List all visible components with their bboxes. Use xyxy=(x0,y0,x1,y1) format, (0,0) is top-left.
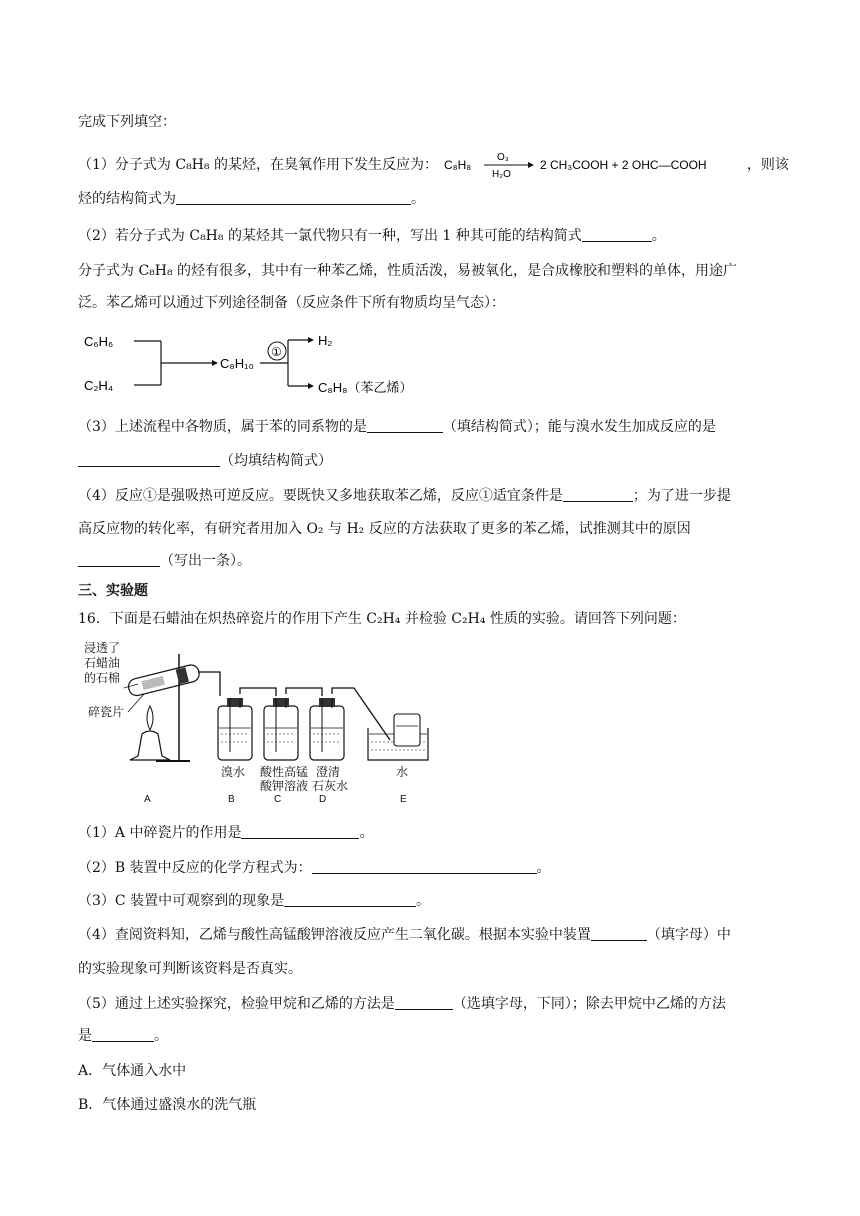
answer-blank-3b[interactable] xyxy=(78,452,220,467)
tube-b-c xyxy=(240,688,276,696)
label-water: 水 xyxy=(396,765,409,779)
label-letter-a: A xyxy=(144,794,151,805)
question-4-line3 xyxy=(78,552,251,570)
bottle-d xyxy=(310,698,344,760)
bottle-b xyxy=(218,698,252,760)
label-limewater-2: 石灰水 xyxy=(312,779,349,793)
label-letter-d: D xyxy=(319,794,327,805)
answer-blank-4a[interactable] xyxy=(563,487,633,502)
label-kmno4-2: 酸钾溶液 xyxy=(260,779,309,793)
flow-step-number: ① xyxy=(271,345,282,359)
question-4-line2: 高反应物的转化率，有研究者用加入 O₂ 与 H₂ 反应的方法获取了更多的苯乙烯，试推测其中的原因 xyxy=(78,521,691,537)
question-2 xyxy=(78,227,666,245)
answer-blank-e2[interactable] xyxy=(312,859,537,874)
pointer-soaked xyxy=(124,684,138,688)
flow-intermediate: C₈H₁₀ xyxy=(220,356,254,371)
question-1-suffix: ，则该 xyxy=(746,157,789,173)
question-3-text-a: （3）上述流程中各物质，属于苯的同系物的是 xyxy=(78,419,367,435)
question-2-end: 。 xyxy=(651,228,666,244)
experiment-question-2-end: 。 xyxy=(536,860,551,876)
label-bromine-water: 溴水 xyxy=(221,765,246,779)
eq-products: 2 CH₃COOH + 2 OHC—COOH xyxy=(540,158,707,172)
experiment-question-1-end: 。 xyxy=(359,825,374,841)
flow-arrowhead-1 xyxy=(212,360,218,366)
flow-reactant-benzene: C₆H₆ xyxy=(84,334,114,349)
experiment-question-2-text: （2）B 装置中反应的化学方程式为： xyxy=(78,860,312,876)
stopper-a xyxy=(176,667,189,684)
question-1-line1 xyxy=(78,150,789,180)
experiment-question-3-end: 。 xyxy=(416,893,431,909)
experiment-question-1 xyxy=(78,824,373,842)
experiment-question-3-text: （3）C 装置中可观察到的现象是 xyxy=(78,893,285,909)
tube-a-b xyxy=(198,672,220,696)
option-a[interactable]: A．气体通入水中 xyxy=(78,1063,187,1079)
section-heading: 三、实验题 xyxy=(78,583,148,599)
eq-condition-bottom: H₂O xyxy=(492,169,512,180)
synthesis-flow-diagram xyxy=(78,326,458,406)
eq-arrowhead xyxy=(528,162,534,168)
alcohol-lamp xyxy=(130,731,170,760)
question-2-text: （2）若分子式为 C₈H₈ 的某烃其一氯代物只有一种，写出 1 种其可能的结构简式 xyxy=(78,228,582,244)
flow-product-hydrogen: H₂ xyxy=(318,333,333,348)
question-4-text-c: （写出一条）。 xyxy=(160,553,251,569)
flow-product-styrene: C₈H₈（苯乙烯） xyxy=(318,380,413,395)
experiment-question-4-line1 xyxy=(78,926,731,944)
experiment-question-5-line2 xyxy=(78,1027,168,1045)
experiment-question-5-end: 。 xyxy=(154,1028,168,1044)
flow-arrowhead-3 xyxy=(308,383,314,389)
question-4-text-a: （4）反应①是强吸热可逆反应。要既快又多地获取苯乙烯，反应①适宜条件是 xyxy=(78,488,563,504)
label-porcelain-chips: 碎瓷片 xyxy=(88,705,125,719)
answer-blank-e3[interactable] xyxy=(284,892,416,907)
experiment-apparatus-diagram xyxy=(78,636,438,806)
bottle-c xyxy=(264,698,298,760)
experiment-question-2 xyxy=(78,859,551,877)
option-b[interactable]: B．气体通过盛溴水的洗气瓶 xyxy=(78,1097,257,1113)
question-1-prefix: （1）分子式为 C₈H₈ 的某烃，在臭氧作用下发生反应为： xyxy=(78,157,438,173)
question-3-text-b: （填结构简式）；能与溴水发生加成反应的是 xyxy=(442,419,716,435)
experiment-question-1-text: （1）A 中碎瓷片的作用是 xyxy=(78,825,242,841)
experiment-question-5-text-a: （5）通过上述实验探究，检验甲烷和乙烯的方法是 xyxy=(78,996,395,1012)
question-3-line2 xyxy=(78,452,332,470)
experiment-question-4-text-b: （填字母）中 xyxy=(646,927,731,943)
porcelain-chips-shape xyxy=(141,676,165,690)
experiment-question-4-line2: 的实验现象可判断该资料是否真实。 xyxy=(78,961,302,977)
answer-blank-e5b[interactable] xyxy=(92,1027,154,1042)
flow-reactant-ethylene: C₂H₄ xyxy=(84,378,114,393)
answer-blank-e1[interactable] xyxy=(241,824,359,839)
styrene-paragraph-line2: 泛。苯乙烯可以通过下列途径制备（反应条件下所有物质均呈气态）： xyxy=(78,295,505,311)
experiment-question-4-text-a: （4）查阅资料知，乙烯与酸性高锰酸钾溶液反应产生二氧化碳。根据本实验中装置 xyxy=(78,927,591,943)
question-1-line2 xyxy=(78,190,425,208)
pointer-chips xyxy=(128,694,144,712)
answer-blank-3a[interactable] xyxy=(367,418,443,433)
answer-blank-4b[interactable] xyxy=(78,552,160,567)
label-kmno4-1: 酸性高锰 xyxy=(260,765,309,779)
flame xyxy=(147,706,153,730)
eq-reactant: C₈H₈ xyxy=(444,158,472,172)
experiment-question-5-line1 xyxy=(78,995,726,1013)
question-1-line2-text: 烃的结构简式为 xyxy=(78,191,176,207)
question-3-text-c: （均填结构简式） xyxy=(220,453,332,469)
experiment-question-5-text-c: 是 xyxy=(78,1028,92,1044)
question-1-end: 。 xyxy=(411,191,425,207)
label-soaked-1: 浸透了 xyxy=(84,641,121,655)
answer-blank-e4[interactable] xyxy=(591,926,647,941)
question-3-line1 xyxy=(78,418,716,436)
answer-blank-2[interactable] xyxy=(582,227,652,242)
label-limewater-1: 澄清 xyxy=(316,765,341,779)
question-4-line1 xyxy=(78,487,731,505)
experiment-question-3 xyxy=(78,892,430,910)
styrene-paragraph-line1: 分子式为 C₈H₈ 的烃有很多，其中有一种苯乙烯，性质活泼，易被氧化，是合成橡胶和塑料的单体，用途广 xyxy=(78,263,738,279)
reaction-equation xyxy=(442,150,742,180)
label-soaked-3: 的石棉 xyxy=(84,671,121,685)
question-16-stem: 16．下面是石蜡油在炽热碎瓷片的作用下产生 C₂H₄ 并检验 C₂H₄ 性质的实验。请回答下列问题： xyxy=(78,611,686,627)
intro-text: 完成下列填空： xyxy=(78,114,176,130)
label-soaked-2: 石蜡油 xyxy=(84,656,121,670)
tube-c-d xyxy=(286,688,322,696)
flow-arrowhead-2 xyxy=(308,337,314,343)
experiment-question-5-text-b: （选填字母，下同）；除去甲烷中乙烯的方法 xyxy=(452,996,726,1012)
collecting-jar xyxy=(394,714,420,746)
tube-d-e xyxy=(332,688,390,740)
test-tube-a xyxy=(127,663,201,697)
answer-blank-1[interactable] xyxy=(176,190,411,205)
label-letter-c: C xyxy=(274,794,282,805)
question-4-text-b: ；为了进一步提 xyxy=(632,488,731,504)
eq-condition-top: O₃ xyxy=(497,152,510,163)
label-letter-e: E xyxy=(400,794,407,805)
label-letter-b: B xyxy=(228,794,235,805)
answer-blank-e5a[interactable] xyxy=(395,995,453,1010)
